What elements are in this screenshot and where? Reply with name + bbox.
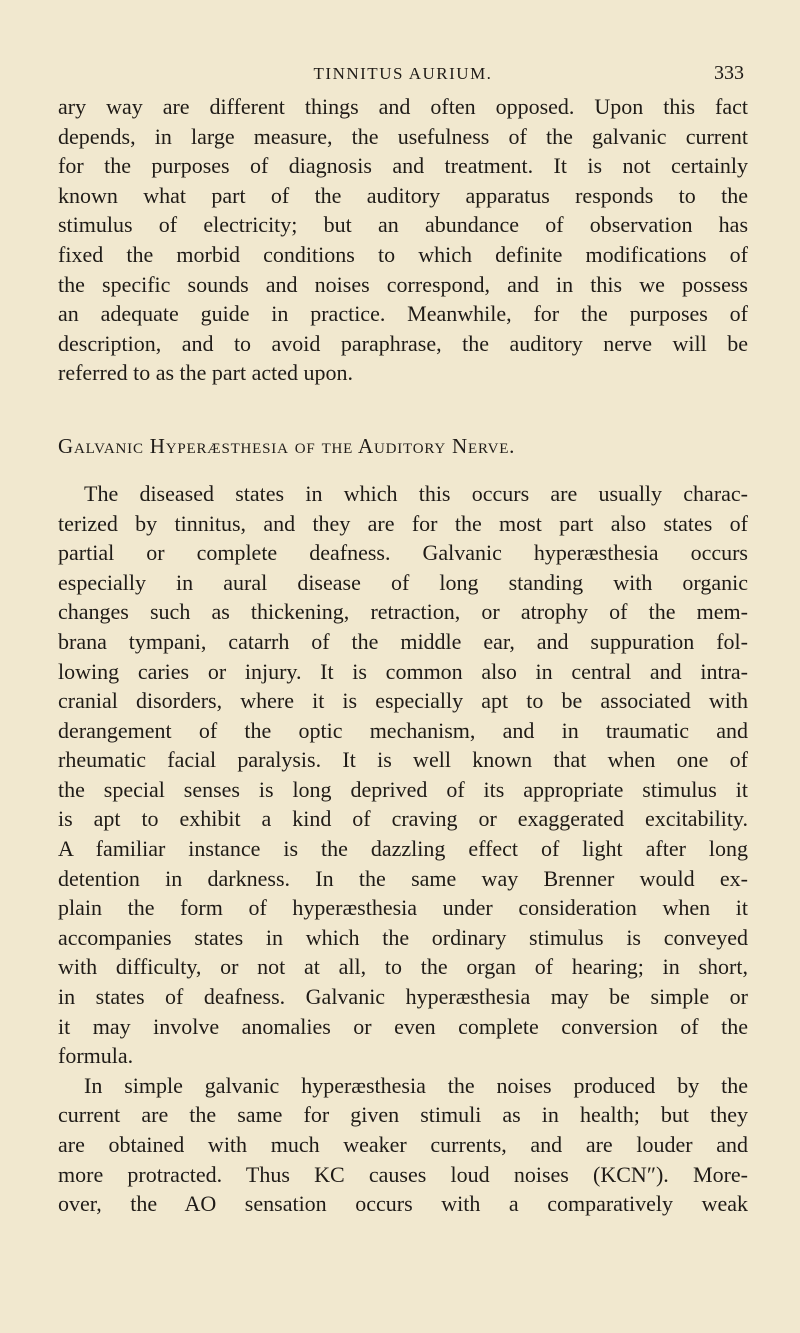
text-line: fixed the morbid conditions to which definite modifications of xyxy=(58,241,748,267)
text-line: stimulus of electricity; but an abundance of observation has xyxy=(58,212,748,238)
text-line: more protracted. Thus KC causes loud noises (KCN″). More- xyxy=(58,1161,748,1187)
text-line: description, and to avoid paraphrase, the auditory nerve will be xyxy=(58,330,748,356)
text-line: known what part of the auditory apparatus responds to the xyxy=(58,182,748,208)
text-line: with difficulty, or not at all, to the organ of hearing; in short, xyxy=(58,954,748,980)
text-line: detention in darkness. In the same way Brenner would ex- xyxy=(58,865,748,891)
text-line: are obtained with much weaker currents, and are louder and xyxy=(58,1132,748,1157)
section-heading-text: Galvanic Hyperæsthesia of the Auditory Nerve. xyxy=(58,433,516,458)
text-line: A familiar instance is the dazzling effect of light after long xyxy=(58,836,748,862)
text-line: over, the AO sensation occurs with a comparatively weak xyxy=(58,1191,748,1217)
paragraph-three xyxy=(58,1071,748,1219)
page-number: 333 xyxy=(714,62,744,84)
text-line: changes such as thickening, retraction, or atrophy of the mem- xyxy=(58,599,748,625)
text-line: accompanies states in which the ordinary stimulus is conveyed xyxy=(58,924,748,950)
paragraph-two xyxy=(58,479,748,1071)
text-line: the specific sounds and noises correspond, and in this we possess xyxy=(58,271,748,297)
running-title: TINNITUS AURIUM. xyxy=(313,64,493,83)
text-line: partial or complete deafness. Galvanic hyperæsthesia occurs xyxy=(58,540,748,566)
text-line: brana tympani, catarrh of the middle ear, and suppuration fol- xyxy=(58,628,748,654)
intro-paragraph xyxy=(58,92,748,388)
text-line: referred to as the part acted upon. xyxy=(58,360,354,386)
text-line: derangement of the optic mechanism, and in traumatic and xyxy=(58,717,748,743)
text-line: formula. xyxy=(58,1043,134,1069)
running-head xyxy=(58,58,748,92)
text-line: plain the form of hyperæsthesia under consideration when it xyxy=(58,895,748,921)
text-line: In simple galvanic hyperæsthesia the noises produced by the xyxy=(84,1072,748,1098)
text-line: the special senses is long deprived of its appropriate stimulus it xyxy=(58,776,748,802)
section-heading xyxy=(58,434,748,459)
text-line: lowing caries or injury. It is common also in central and intra- xyxy=(58,658,748,684)
text-line: terized by tinnitus, and they are for the most part also states of xyxy=(58,510,748,536)
text-line: is apt to exhibit a kind of craving or exaggerated excitability. xyxy=(58,806,748,832)
text-line: current are the same for given stimuli as in health; but they xyxy=(58,1102,748,1128)
text-line: for the purposes of diagnosis and treatment. It is not certainly xyxy=(58,153,748,179)
text-line: The diseased states in which this occurs are usually charac- xyxy=(84,480,748,506)
text-line: in states of deafness. Galvanic hyperæsthesia may be simple or xyxy=(58,984,748,1010)
text-line: especially in aural disease of long standing with organic xyxy=(58,569,748,595)
text-line: an adequate guide in practice. Meanwhile, for the purposes of xyxy=(58,301,748,327)
text-line: ary way are different things and often opposed. Upon this fact xyxy=(58,94,748,119)
text-line: cranial disorders, where it is especially apt to be associated with xyxy=(58,688,748,714)
text-line: rheumatic facial paralysis. It is well known that when one of xyxy=(58,747,748,773)
text-line: it may involve anomalies or even complete conversion of the xyxy=(58,1013,748,1039)
text-line: depends, in large measure, the usefulness of the galvanic current xyxy=(58,123,748,149)
